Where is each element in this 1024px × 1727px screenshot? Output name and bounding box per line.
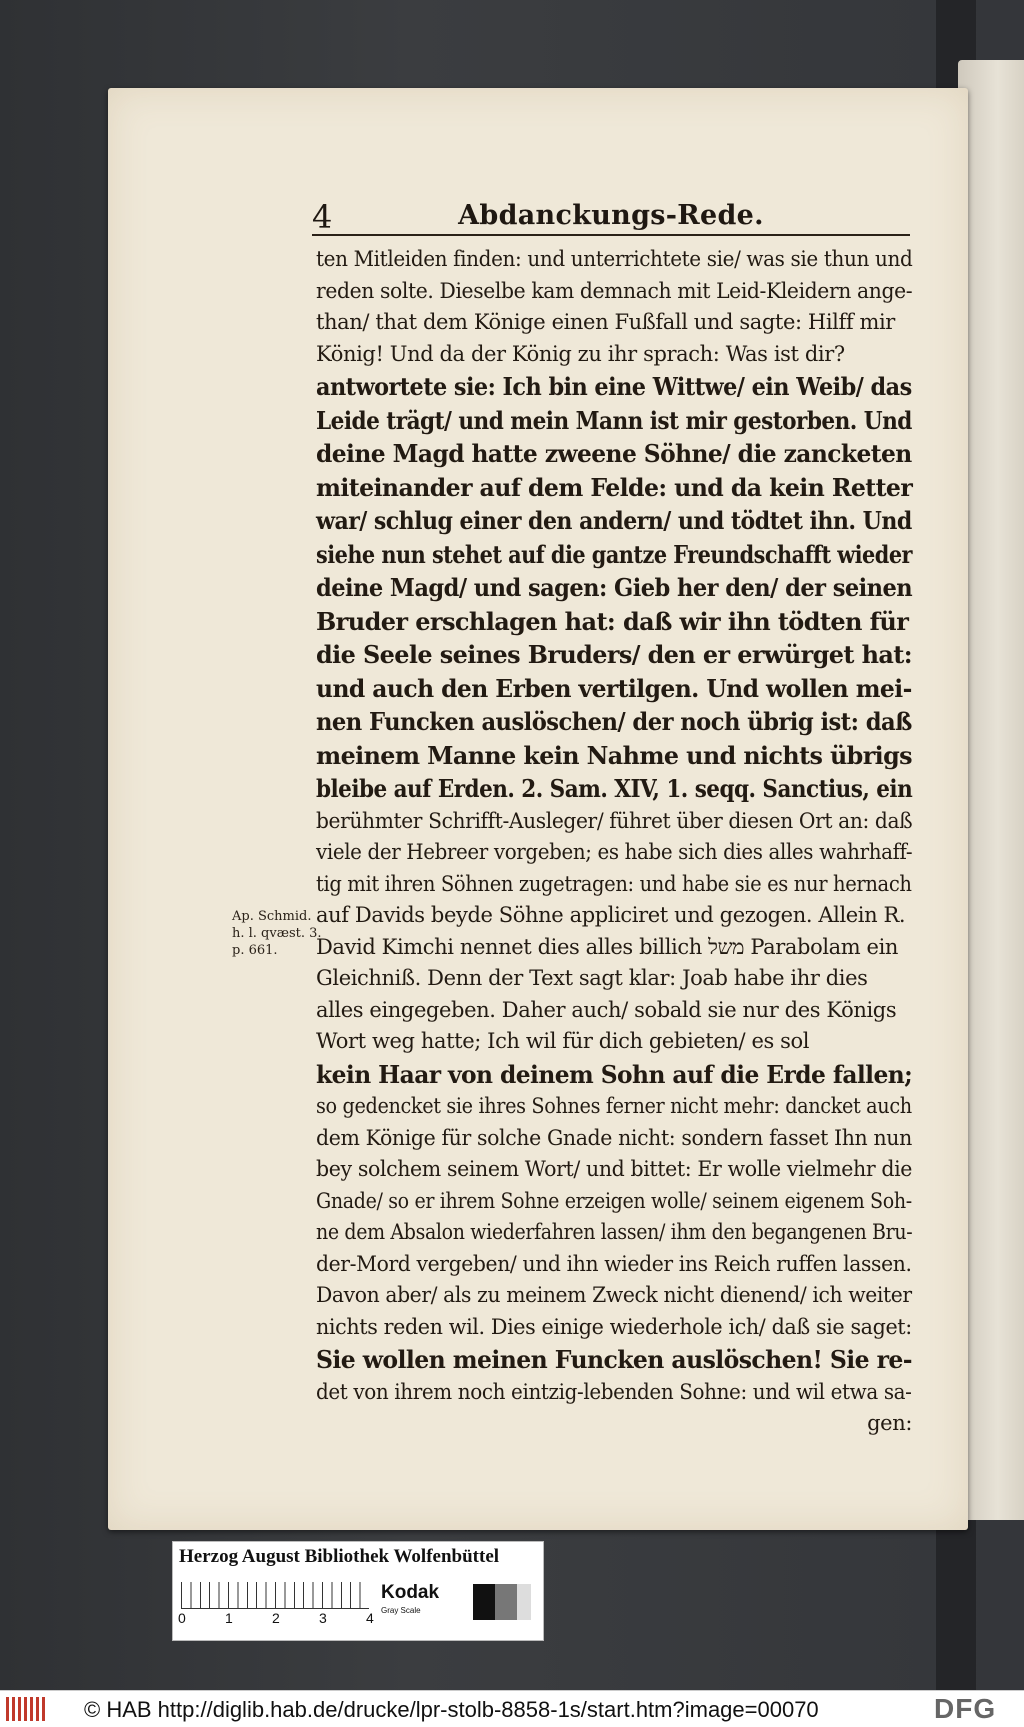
margin-note-line: h. l. qvæst. 3. (232, 926, 322, 941)
text-line: meinem Manne kein Nahme und nichts übrigs (316, 740, 912, 770)
text-line: gen: (867, 1411, 912, 1435)
text-line: und auch den Erben vertilgen. Und wollen mei- (316, 673, 912, 703)
kodak-brand: Kodak (381, 1582, 440, 1603)
text-line: Sie wollen meinen Funcken auslöschen! Sie re- (316, 1345, 912, 1374)
text-line: bey solchem seinem Wort/ und bittet: Er wolle vielmehr die (316, 1157, 913, 1181)
text-line: deine Magd/ und sagen: Gieb her den/ der seinen (316, 573, 913, 602)
text-line: ne dem Absalon wiederfahren lassen/ ihm den begangenen Bru- (316, 1220, 913, 1244)
text-line: König! Und da der König zu ihr sprach: Was ist dir? (316, 341, 845, 366)
text-line: tig mit ihren Söhnen zugetragen: und habe sie es nur hernach (316, 871, 912, 896)
page-number: 4 (312, 198, 333, 236)
text-line: siehe nun stehet auf die gantze Freundschafft wieder (316, 539, 912, 569)
ruler-label: 2 (272, 1610, 280, 1626)
text-line: Leide trägt/ und mein Mann ist mir gestorben. Und (316, 405, 912, 435)
text-line: Bruder erschlagen hat: daß wir ihn tödten für (316, 606, 909, 636)
text-line: reden solte. Dieselbe kam demnach mit Leid-Kleidern ange- (316, 278, 913, 303)
target-title: Herzog August Bibliothek Wolfenbüttel (179, 1546, 500, 1567)
text-line: nen Funcken auslöschen/ der noch übrig ist: daß (316, 707, 912, 736)
text-line: berühmter Schrifft-Ausleger/ führet über diesen Ort an: daß (316, 808, 913, 833)
text-line: viele der Hebreer vorgeben; es habe sich dies alles wahrhaff- (316, 840, 913, 864)
color-target (172, 1541, 544, 1641)
text-line: war/ schlug einer den andern/ und tödtet ihn. Und (316, 506, 912, 535)
text-line: antwortete sie: Ich bin eine Wittwe/ ein Weib/ das (316, 372, 912, 401)
barcode-icon (6, 1697, 48, 1721)
ruler-label: 3 (319, 1610, 327, 1626)
running-head: Abdanckungs-Rede. (458, 200, 764, 231)
text-line: Wort weg hatte; Ich wil für dich gebieten/ es sol (316, 1029, 810, 1053)
ruler (181, 1582, 369, 1609)
text-line: deine Magd hatte zweene Söhne/ die zancketen (316, 439, 912, 468)
margin-note-line: Ap. Schmid. (232, 909, 312, 924)
footer-bar (0, 1690, 1024, 1727)
dfg-logo: DFG (934, 1693, 997, 1724)
swatch-gray (495, 1584, 517, 1620)
text-line: ten Mitleiden finden: und unterrichtete sie/ was sie thun und (316, 247, 913, 271)
ruler-label: 1 (225, 1610, 233, 1626)
text-line: miteinander auf dem Felde: und da kein Retter (316, 472, 913, 502)
source-link[interactable]: © HAB http://diglib.hab.de/drucke/lpr-stolb-8858-1s/start.htm?image=00070 (84, 1697, 819, 1722)
swatch-black (473, 1584, 495, 1620)
text-line: nichts reden wil. Dies einige wiederhole ich/ daß sie saget: (316, 1314, 912, 1339)
text-line: so gedencket sie ihres Sohnes ferner nicht mehr: dancket auch (316, 1094, 912, 1118)
text-line: bleibe auf Erden. 2. Sam. XIV, 1. seqq. Sanctius, ein (316, 774, 913, 803)
text-line: auf Davids beyde Söhne appliciret und gezogen. Allein R. (316, 903, 906, 927)
text-line: Gnade/ so er ihrem Sohne erzeigen wolle/ seinem eigenem Soh- (316, 1188, 912, 1213)
ruler-label: 0 (178, 1610, 186, 1626)
margin-note (232, 908, 322, 959)
gray-scale-label: Gray Scale (381, 1606, 421, 1615)
text-line: than/ that dem Könige einen Fußfall und sagte: Hilff mir (316, 310, 895, 334)
text-line: Gleichniß. Denn der Text sagt klar: Joab habe ihr dies (316, 966, 868, 990)
body-text (316, 244, 912, 1440)
text-line: kein Haar von deinem Sohn auf die Erde fallen; (316, 1059, 913, 1089)
ruler-label: 4 (366, 1610, 374, 1626)
text-line: David Kimchi nennet dies alles billich משל Parabolam ein (316, 934, 899, 959)
swatch-light (517, 1584, 531, 1620)
text-line: det von ihrem noch eintzig-lebenden Sohne: und wil etwa sa- (316, 1379, 912, 1404)
margin-note-line: p. 661. (232, 943, 278, 958)
text-line: Davon aber/ als zu meinem Zweck nicht dienend/ ich weiter (316, 1283, 912, 1307)
page-header (312, 198, 910, 236)
text-line: die Seele seines Bruders/ den er erwürget hat: (316, 640, 912, 669)
text-line: der-Mord vergeben/ und ihn wieder ins Reich ruffen lassen. (316, 1251, 912, 1276)
text-line: alles eingegeben. Daher auch/ sobald sie nur des Königs (316, 997, 897, 1022)
text-line: dem Könige für solche Gnade nicht: sondern fasset Ihn nun (316, 1125, 912, 1150)
